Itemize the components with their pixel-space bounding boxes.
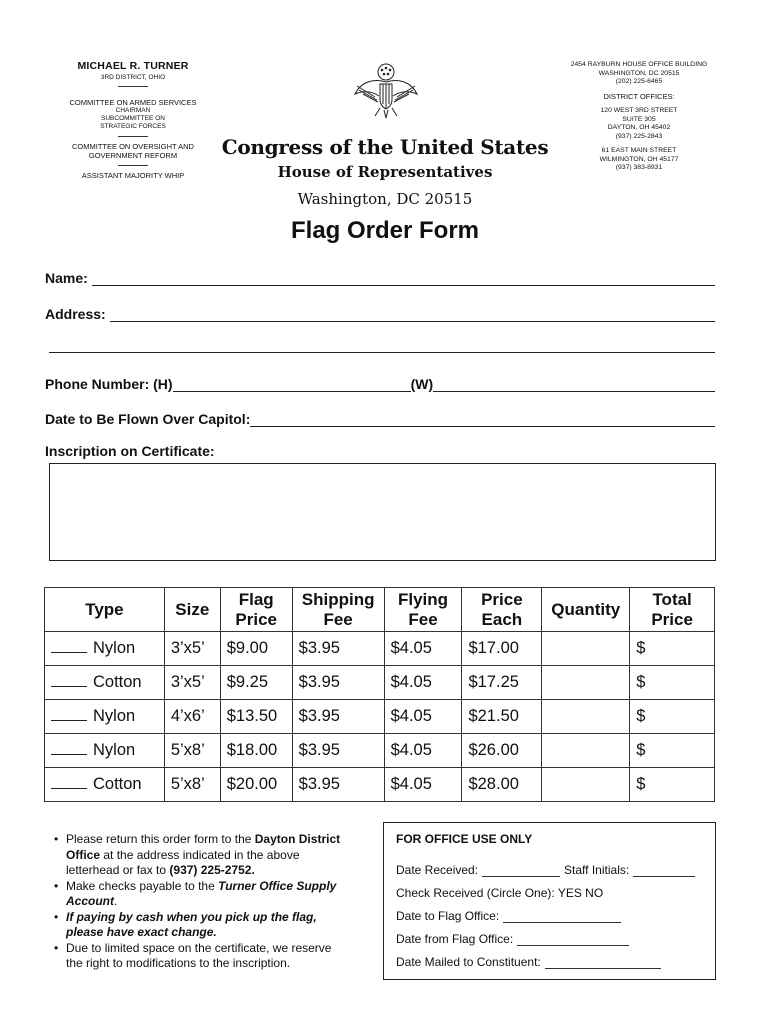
flying-cell: $4.05 xyxy=(384,734,462,768)
committee-oversight: COMMITTEE ON OVERSIGHT AND xyxy=(72,142,194,151)
quantity-input[interactable] xyxy=(542,666,630,700)
address-input[interactable] xyxy=(110,308,715,322)
shipping-cell: $3.95 xyxy=(292,734,384,768)
office-use-heading: FOR OFFICE USE ONLY xyxy=(396,832,533,846)
check-received-label: Check Received (Circle One): YES NO xyxy=(396,886,604,900)
table-row xyxy=(45,734,715,768)
price-each-cell: $28.00 xyxy=(462,768,542,802)
flag-price-cell: $9.25 xyxy=(220,666,292,700)
type-label: Cotton xyxy=(93,775,142,793)
total-price-input[interactable]: $ xyxy=(630,666,715,700)
table-row xyxy=(45,768,715,802)
price-each-cell: $17.25 xyxy=(462,666,542,700)
table-header-row xyxy=(45,588,715,632)
price-each-cell: $21.50 xyxy=(462,700,542,734)
check-received-row xyxy=(396,877,703,900)
flown-date-label: Date to Be Flown Over Capitol: xyxy=(45,411,251,427)
size-cell: 5’x8’ xyxy=(164,768,220,802)
phone-field xyxy=(45,372,715,392)
flown-date-field xyxy=(45,407,715,427)
name-input[interactable] xyxy=(92,272,715,286)
list-item: • Make checks payable to the Turner Office Supply Account. xyxy=(54,879,344,910)
total-price-input[interactable]: $ xyxy=(630,768,715,802)
divider xyxy=(118,86,148,87)
dc-office-line: 2454 RAYBURN HOUSE OFFICE BUILDING xyxy=(570,61,708,68)
col-header-price-each: Price Each xyxy=(462,588,542,632)
size-cell: 3’x5’ xyxy=(164,666,220,700)
type-label: Nylon xyxy=(93,741,136,759)
type-label: Nylon xyxy=(93,707,136,725)
wilmington-office-line: (937) 383-8931 xyxy=(615,164,663,171)
date-received-input[interactable] xyxy=(482,866,560,877)
col-header-flying-fee: Flying Fee xyxy=(384,588,462,632)
total-price-input[interactable]: $ xyxy=(630,700,715,734)
date-received-label: Date Received: xyxy=(396,863,479,877)
dc-office-line: WASHINGTON, DC 20515 xyxy=(598,69,680,77)
quantity-input[interactable] xyxy=(542,700,630,734)
date-from-flag-row xyxy=(396,923,703,946)
name-field xyxy=(45,266,715,286)
price-each-cell: $17.00 xyxy=(462,632,542,666)
type-cell xyxy=(45,734,165,768)
type-label: Cotton xyxy=(93,673,142,691)
phone-work-label: (W) xyxy=(410,376,434,392)
col-header-total-price: Total Price xyxy=(630,588,715,632)
dayton-office-line: SUITE 305 xyxy=(622,115,656,123)
inscription-label: Inscription on Certificate: xyxy=(45,443,215,459)
date-to-flag-label: Date to Flag Office: xyxy=(396,909,500,923)
shipping-cell: $3.95 xyxy=(292,768,384,802)
phone-home-label: Phone Number: (H) xyxy=(45,376,173,392)
date-received-row xyxy=(396,854,703,877)
committee-oversight: GOVERNMENT REFORM xyxy=(88,151,178,160)
flag-price-cell: $13.50 xyxy=(220,700,292,734)
wilmington-office-line: 61 EAST MAIN STREET xyxy=(601,147,677,154)
dayton-office-line: (937) 225-2843 xyxy=(615,132,663,140)
size-cell: 4’x6’ xyxy=(164,700,220,734)
committee-sub-line: SUBCOMMITTEE ON xyxy=(101,115,165,122)
type-label: Nylon xyxy=(93,639,136,657)
date-mailed-input[interactable] xyxy=(545,958,661,969)
committee-sub-line: STRATEGIC FORCES xyxy=(100,123,166,130)
shipping-cell: $3.95 xyxy=(292,700,384,734)
table-row xyxy=(45,700,715,734)
committee-armed-services: COMMITTEE ON ARMED SERVICES xyxy=(69,98,197,107)
total-price-input[interactable]: $ xyxy=(630,632,715,666)
staff-initials-input[interactable] xyxy=(633,866,695,877)
congress-heading: Congress of the United States xyxy=(221,135,549,159)
committee-sub-line: CHAIRMAN xyxy=(115,107,151,114)
table-row xyxy=(45,666,715,700)
representative-name: MICHAEL R. TURNER xyxy=(77,60,189,72)
inscription-input[interactable] xyxy=(49,463,716,561)
letterhead-left xyxy=(40,60,226,180)
price-each-cell: $26.00 xyxy=(462,734,542,768)
divider xyxy=(118,136,148,137)
col-header-size: Size xyxy=(164,588,220,632)
flag-price-cell: $18.00 xyxy=(220,734,292,768)
flying-cell: $4.05 xyxy=(384,666,462,700)
dayton-office-line: DAYTON, OH 45402 xyxy=(607,124,671,131)
date-from-flag-label: Date from Flag Office: xyxy=(396,932,514,946)
dayton-office-line: 120 WEST 3RD STREET xyxy=(600,107,678,114)
date-mailed-row xyxy=(396,946,703,969)
type-select-blank[interactable] xyxy=(51,709,87,721)
eagle-seal-icon xyxy=(351,60,421,120)
list-item: • If paying by cash when you pick up the flag, please have exact change. xyxy=(54,910,344,941)
type-cell xyxy=(45,632,165,666)
flying-cell: $4.05 xyxy=(384,700,462,734)
name-label: Name: xyxy=(45,270,88,286)
col-header-quantity: Quantity xyxy=(542,588,630,632)
date-mailed-label: Date Mailed to Constituent: xyxy=(396,955,541,969)
type-cell xyxy=(45,768,165,802)
list-item: • Please return this order form to the Dayton District Office at the address indicated in the above letterhead or fax to (937) 225-2752. xyxy=(54,832,344,879)
type-select-blank[interactable] xyxy=(51,743,87,755)
flown-date-input[interactable] xyxy=(250,413,715,427)
quantity-input[interactable] xyxy=(542,768,630,802)
type-select-blank[interactable] xyxy=(51,641,87,653)
type-select-blank[interactable] xyxy=(51,675,87,687)
shipping-cell: $3.95 xyxy=(292,632,384,666)
wilmington-office-line: WILMINGTON, OH 45177 xyxy=(599,155,679,163)
flag-order-table xyxy=(44,587,715,802)
quantity-input[interactable] xyxy=(542,632,630,666)
size-cell: 3’x5’ xyxy=(164,632,220,666)
house-heading: House of Representatives xyxy=(277,163,493,181)
date-to-flag-row xyxy=(396,900,703,923)
form-title: Flag Order Form xyxy=(290,217,480,244)
address-field xyxy=(45,302,715,322)
shipping-cell: $3.95 xyxy=(292,666,384,700)
col-header-flag-price: Flag Price xyxy=(220,588,292,632)
divider xyxy=(118,165,148,166)
list-item: • Due to limited space on the certificate, we reserve the right to modifications to the inscription. xyxy=(54,941,344,972)
district-offices-label: DISTRICT OFFICES: xyxy=(603,91,675,101)
table-row xyxy=(45,632,715,666)
phone-home-input[interactable] xyxy=(173,378,411,392)
date-to-flag-input[interactable] xyxy=(503,912,621,923)
type-cell xyxy=(45,700,165,734)
flag-price-cell: $9.00 xyxy=(220,632,292,666)
district-label: 3RD DISTRICT, OHIO xyxy=(100,74,166,81)
date-from-flag-input[interactable] xyxy=(517,935,629,946)
flying-cell: $4.05 xyxy=(384,768,462,802)
dc-office-line: (202) 225-6465 xyxy=(615,78,663,85)
type-select-blank[interactable] xyxy=(51,777,87,789)
size-cell: 5’x8’ xyxy=(164,734,220,768)
office-use-box xyxy=(383,822,716,980)
total-price-input[interactable]: $ xyxy=(630,734,715,768)
col-header-type: Type xyxy=(45,588,165,632)
col-header-shipping-fee: Shipping Fee xyxy=(292,588,384,632)
washington-heading: Washington, DC 20515 xyxy=(297,190,473,208)
address-label: Address: xyxy=(45,306,106,322)
quantity-input[interactable] xyxy=(542,734,630,768)
flying-cell: $4.05 xyxy=(384,632,462,666)
instructions-list xyxy=(54,832,344,972)
flag-price-cell: $20.00 xyxy=(220,768,292,802)
phone-work-input[interactable] xyxy=(433,378,715,392)
type-cell xyxy=(45,666,165,700)
address-input-line-2[interactable] xyxy=(49,352,715,353)
role-label: ASSISTANT MAJORITY WHIP xyxy=(81,171,185,180)
staff-initials-label: Staff Initials: xyxy=(564,863,630,877)
